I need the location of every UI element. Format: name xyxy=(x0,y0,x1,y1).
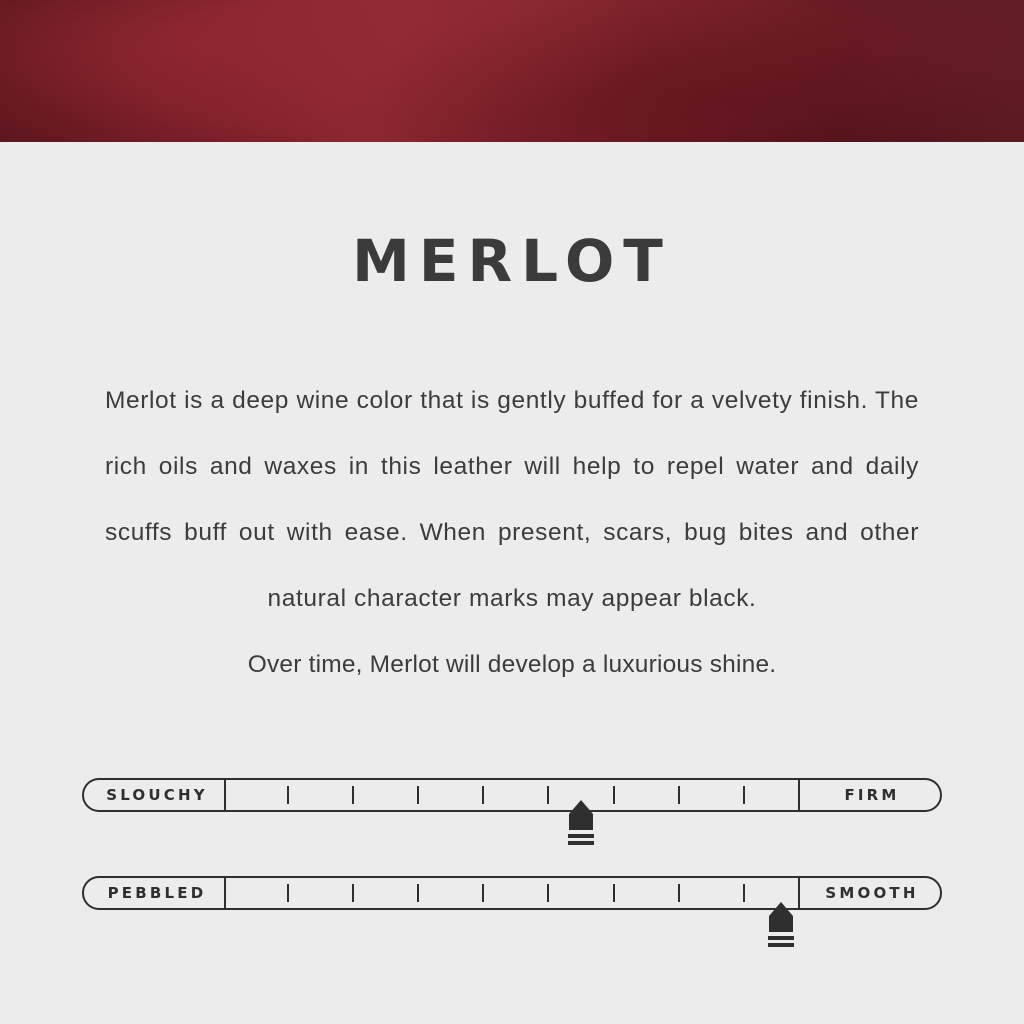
slider-label-slouchy: SLOUCHY xyxy=(84,780,226,810)
slider-tick xyxy=(417,884,419,902)
leather-swatch xyxy=(0,0,1024,142)
slider-tick xyxy=(417,786,419,804)
slider-label-smooth: SMOOTH xyxy=(798,878,940,908)
leather-vignette-overlay xyxy=(0,0,1024,142)
slider-tick xyxy=(743,884,745,902)
slider-label-firm: FIRM xyxy=(798,780,940,810)
slider-tick xyxy=(743,786,745,804)
marker-house-icon xyxy=(564,796,598,848)
slider-label-pebbled: PEBBLED xyxy=(84,878,226,908)
slider-pebbled-smooth[interactable] xyxy=(82,876,942,910)
slider-tick xyxy=(352,786,354,804)
slider-tick xyxy=(613,884,615,902)
description-final-line: Over time, Merlot will develop a luxurious shine. xyxy=(247,651,777,678)
slider-tick xyxy=(287,786,289,804)
slider-tick xyxy=(482,884,484,902)
page-title: MERLOT xyxy=(352,227,672,295)
slider-tick xyxy=(678,786,680,804)
description-paragraph: Merlot is a deep wine color that is gently buffed for a velvety finish. The rich oils and waxes in this leather will help to repel water and daily scuffs buff out with ease. When present, scars, bug bites and other natural character marks may appear black. xyxy=(105,387,919,612)
slider-track-pebbled-smooth[interactable] xyxy=(226,878,798,908)
slider-tick xyxy=(678,884,680,902)
slider-marker-pebbled-smooth[interactable] xyxy=(764,898,798,950)
slider-tick xyxy=(287,884,289,902)
marker-house-icon xyxy=(764,898,798,950)
slider-tick xyxy=(613,786,615,804)
slider-slouchy-firm[interactable] xyxy=(82,778,942,812)
slider-tick xyxy=(482,786,484,804)
slider-track-slouchy-firm[interactable] xyxy=(226,780,798,810)
slider-marker-slouchy-firm[interactable] xyxy=(564,796,598,848)
slider-tick xyxy=(547,884,549,902)
slider-tick xyxy=(352,884,354,902)
slider-tick xyxy=(547,786,549,804)
description-text xyxy=(105,368,919,698)
